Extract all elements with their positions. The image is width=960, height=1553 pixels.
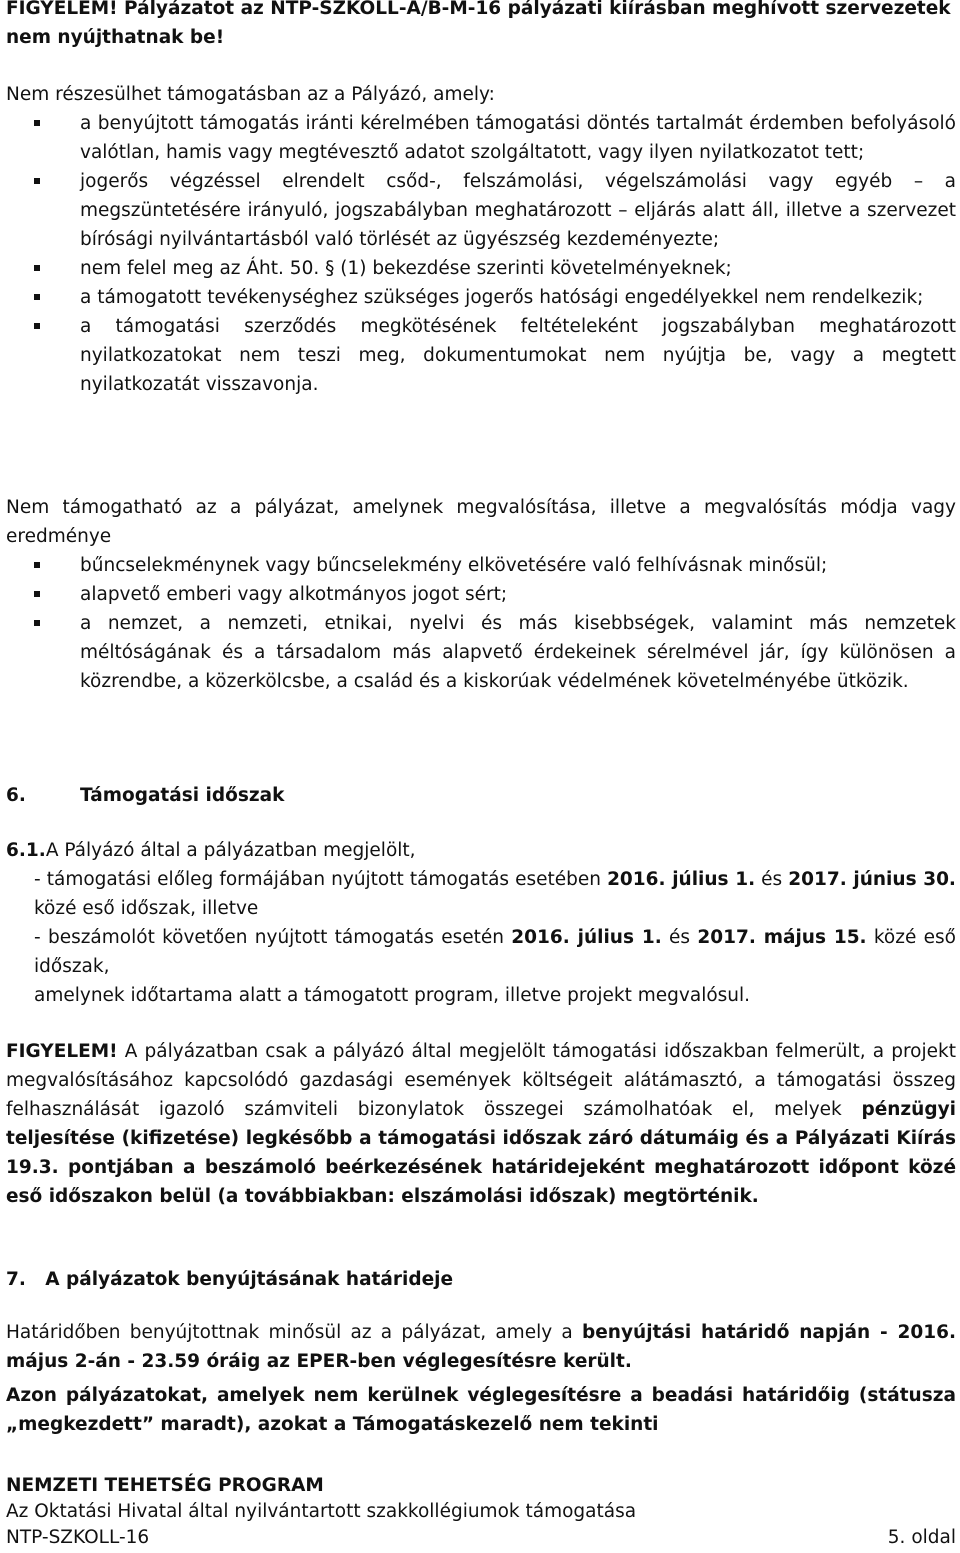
advance-period: - támogatási előleg formájában nyújtott támogatás esetében 2016. július 1. és 2017. június 30. közé eső időszak, illetve bbox=[34, 869, 956, 919]
list-item: a támogatási szerződés megkötésének feltételeként jogszabályban meghatározott nyilatkozatokat nem teszi meg, dokumentumokat nem nyújtja be, vagy a megtett nyilatkozatát visszavonja. bbox=[6, 312, 956, 399]
list-item: bűncselekménynek vagy bűncselekmény elkövetésére való felhívásnak minősül; bbox=[6, 551, 956, 580]
bullet-icon bbox=[34, 265, 40, 271]
not-supported-section bbox=[6, 493, 956, 696]
bullet-icon bbox=[34, 294, 40, 300]
section-6-heading bbox=[6, 781, 956, 810]
list-item: a nemzet, a nemzeti, etnikai, nyelvi és más kisebbségek, valamint más nemzetek méltóságának és a társadalom más alapvető érdekeinek sérelmével jár, így különösen a közrendbe, a közerkölcsbe, a család és a kiskorúak védelmének követelményébe ütközik. bbox=[6, 609, 956, 696]
subsection-text: A Pályázó által a pályázatban megjelölt, bbox=[45, 840, 416, 861]
bullet-icon bbox=[34, 178, 40, 184]
invitation-warning: FIGYELEM! Pályázatot az NTP-SZKOLL-A/B-M-16 pályázati kiírásban meghívott szervezetek nem nyújthatnak be! bbox=[6, 0, 951, 48]
bullet-icon bbox=[34, 620, 40, 626]
finalization-paragraph: Azon pályázatokat, amelyek nem kerülnek véglegesítésre a beadási határidőig (státusza „megkezdett” maradt), azokat a Támogatáskezelő nem tekinti bbox=[6, 1385, 956, 1435]
exclusion-section bbox=[6, 80, 956, 399]
list-item: alapvető emberi vagy alkotmányos jogot sért; bbox=[6, 580, 956, 609]
footer-subtitle: Az Oktatási Hivatal által nyilvántartott szakkollégiumok támogatása bbox=[6, 1501, 637, 1522]
period-closing: amelynek időtartama alatt a támogatott program, illetve projekt megvalósul. bbox=[34, 985, 751, 1006]
not-supported-list bbox=[6, 551, 956, 696]
bullet-icon bbox=[34, 120, 40, 126]
page-number: 5. oldal bbox=[887, 1527, 956, 1548]
report-period: - beszámolót követően nyújtott támogatás esetén 2016. július 1. és 2017. május 15. közé eső időszak, bbox=[34, 927, 956, 977]
exclusion-intro: Nem részesülhet támogatásban az a Pályázó, amely: bbox=[6, 84, 495, 105]
section-title: Támogatási időszak bbox=[80, 785, 285, 806]
accounting-warning: FIGYELEM! A pályázatban csak a pályázó által megjelölt támogatási időszakban felmerült, a projekt megvalósításához kapcsolódó gazdasági események költségeit alátámasztó, a támogatási összeg felhasználását igazoló számviteli bizonylatok összegei számolhatóak el, melyek pénzügyi teljesítése (kifizetése) legkésőbb a támogatási időszak záró dátumáig és a Pályázati Kiírás 19.3. pontjában a beszámoló beérkezésének határidejeként meghatározott időpont közé eső időszakon belül (a továbbiakban: elszámolási időszak) megtörténik. bbox=[6, 1041, 956, 1207]
footer-program: NEMZETI TEHETSÉG PROGRAM bbox=[6, 1475, 324, 1496]
bullet-icon bbox=[34, 591, 40, 597]
list-item: a támogatott tevékenységhez szükséges jogerős hatósági engedélyekkel nem rendelkezik; bbox=[6, 283, 956, 312]
section-number: 6. bbox=[6, 785, 26, 806]
subsection-number: 6.1. bbox=[6, 840, 46, 861]
list-item: nem felel meg az Áht. 50. § (1) bekezdése szerinti követelményeknek; bbox=[6, 254, 956, 283]
section-title: 7. A pályázatok benyújtásának határideje bbox=[6, 1269, 454, 1290]
exclusion-list bbox=[6, 109, 956, 399]
deadline-paragraph: Határidőben benyújtottnak minősül az a pályázat, amely a benyújtási határidő napján - 2016. május 2-án - 23.59 óráig az EPER-ben véglegesítésre került. bbox=[6, 1322, 956, 1372]
bullet-icon bbox=[34, 323, 40, 329]
not-supported-intro: Nem támogatható az a pályázat, amelynek megvalósítása, illetve a megvalósítás módja vagy eredménye bbox=[6, 497, 956, 547]
section-7-heading bbox=[6, 1265, 956, 1294]
bullet-icon bbox=[34, 562, 40, 568]
page-footer bbox=[6, 1473, 956, 1551]
footer-code: NTP-SZKOLL-16 bbox=[6, 1527, 150, 1548]
section-6-1 bbox=[6, 836, 956, 1010]
list-item: jogerős végzéssel elrendelt csőd-, felszámolási, végelszámolási vagy egyéb – a megszüntetésére irányuló, jogszabályban meghatározott – eljárás alatt áll, illetve a szervezet bírósági nyilvántartásból való törlését az ügyészség kezdeményezte; bbox=[6, 167, 956, 254]
list-item: a benyújtott támogatás iránti kérelmében támogatási döntés tartalmát érdemben befolyásoló valótlan, hamis vagy megtévesztő adatot szolgáltatott, vagy ilyen nyilatkozatot tett; bbox=[6, 109, 956, 167]
warning-label: FIGYELEM! bbox=[6, 1041, 118, 1062]
